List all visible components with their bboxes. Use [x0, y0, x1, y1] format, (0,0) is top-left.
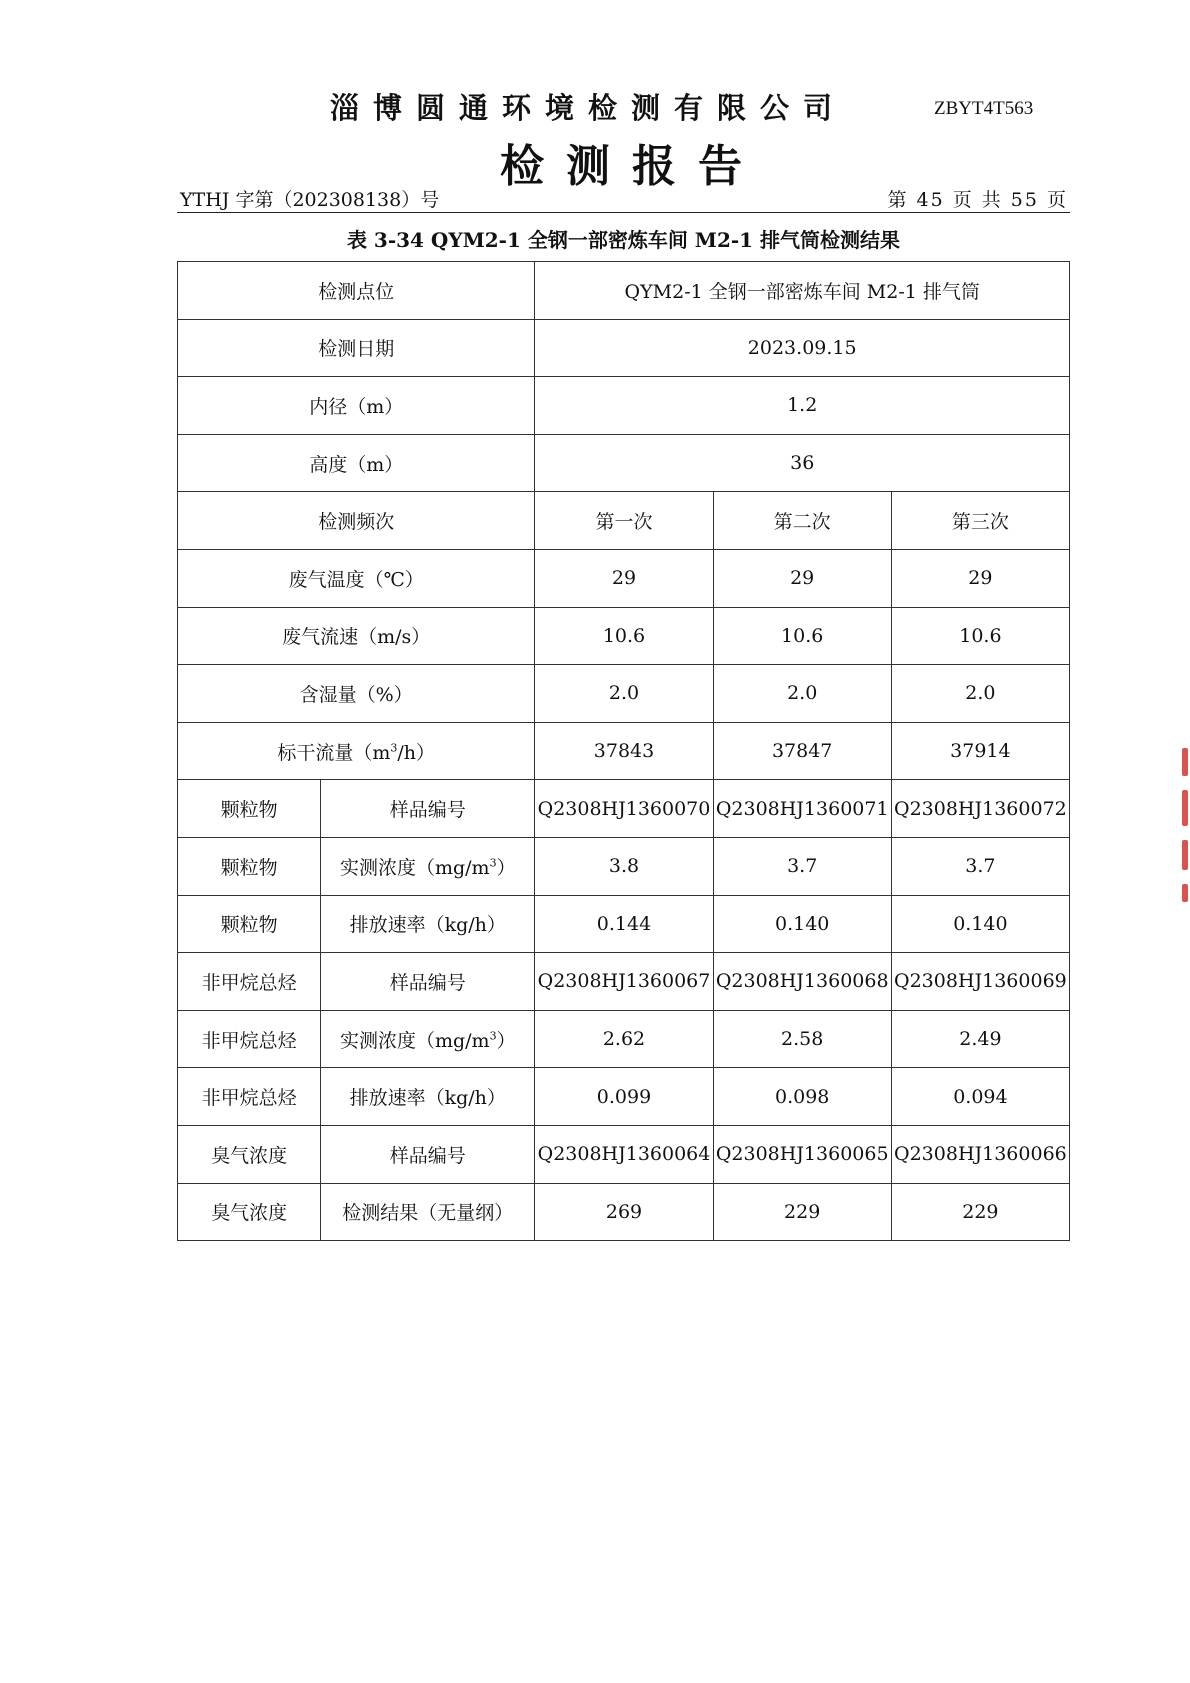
row-value: QYM2-1 全钢一部密炼车间 M2-1 排气筒: [535, 262, 1070, 320]
table-row: [178, 607, 1070, 665]
company-name: 淄博圆通环境检测有限公司: [330, 91, 847, 125]
document-number: YTHJ 字第（202308138）号: [180, 189, 440, 211]
table-row: [178, 377, 1070, 435]
pollutant-name: 非甲烷总烃: [178, 953, 321, 1011]
cell-value: 37914: [891, 722, 1069, 780]
item-name: 检测结果（无量纲）: [321, 1183, 535, 1241]
results-table: [177, 261, 1070, 1241]
item-name: 样品编号: [321, 780, 535, 838]
item-text: 实测浓度（mg/m: [339, 856, 490, 879]
table-row: [178, 492, 1070, 550]
run-header: 第一次: [535, 492, 713, 550]
cell-value: 3.8: [535, 837, 713, 895]
cell-value: 3.7: [891, 837, 1069, 895]
cell-value: 29: [891, 549, 1069, 607]
table-row: [178, 665, 1070, 723]
pollutant-name: 颗粒物: [178, 837, 321, 895]
cell-value: 0.144: [535, 895, 713, 953]
pollutant-name: 颗粒物: [178, 895, 321, 953]
table-row: [178, 1010, 1070, 1068]
cell-value: 10.6: [535, 607, 713, 665]
row-label: [178, 722, 535, 780]
document-code: ZBYT4T563: [934, 98, 1034, 119]
cell-value: 0.098: [713, 1068, 891, 1126]
cell-value: 229: [891, 1183, 1069, 1241]
item-text-end: ）: [496, 1029, 516, 1052]
seal-stamp-edge: [1182, 748, 1190, 933]
row-label: 内径（m）: [178, 377, 535, 435]
item-text-end: ）: [496, 856, 516, 879]
table-row: [178, 1125, 1070, 1183]
cell-value: 29: [535, 549, 713, 607]
cell-value: 2.0: [891, 665, 1069, 723]
item-superscript: 3: [489, 856, 497, 870]
cell-value: Q2308HJ1360071: [713, 780, 891, 838]
table-row: [178, 319, 1070, 377]
cell-value: Q2308HJ1360069: [891, 953, 1069, 1011]
row-label: 高度（m）: [178, 434, 535, 492]
label-text: 标干流量（m: [277, 741, 391, 764]
cell-value: Q2308HJ1360066: [891, 1125, 1069, 1183]
page-info: 第 45 页 共 55 页: [887, 189, 1068, 211]
table-row: [178, 434, 1070, 492]
cell-value: 229: [713, 1183, 891, 1241]
cell-value: 2.0: [535, 665, 713, 723]
table-row: [178, 895, 1070, 953]
cell-value: 3.7: [713, 837, 891, 895]
cell-value: 2.62: [535, 1010, 713, 1068]
cell-value: 0.140: [713, 895, 891, 953]
row-label: 检测点位: [178, 262, 535, 320]
cell-value: Q2308HJ1360070: [535, 780, 713, 838]
item-superscript: 3: [489, 1029, 497, 1043]
cell-value: Q2308HJ1360067: [535, 953, 713, 1011]
table-row: [178, 953, 1070, 1011]
row-value: 36: [535, 434, 1070, 492]
table-row: [178, 1068, 1070, 1126]
row-label: 废气温度（℃）: [178, 549, 535, 607]
cell-value: 0.099: [535, 1068, 713, 1126]
row-value: 2023.09.15: [535, 319, 1070, 377]
pollutant-name: 臭气浓度: [178, 1183, 321, 1241]
seal-mark: [1182, 884, 1188, 902]
run-header: 第三次: [891, 492, 1069, 550]
seal-mark: [1182, 790, 1188, 826]
label-superscript: 3: [390, 741, 398, 755]
item-name: 排放速率（kg/h）: [321, 895, 535, 953]
seal-mark: [1182, 748, 1188, 776]
pollutant-name: 非甲烷总烃: [178, 1068, 321, 1126]
cell-value: Q2308HJ1360064: [535, 1125, 713, 1183]
row-label: 检测频次: [178, 492, 535, 550]
table-row: [178, 549, 1070, 607]
cell-value: 2.58: [713, 1010, 891, 1068]
seal-mark: [1182, 840, 1188, 870]
cell-value: Q2308HJ1360072: [891, 780, 1069, 838]
item-name: [321, 1010, 535, 1068]
row-label: 检测日期: [178, 319, 535, 377]
item-name: [321, 837, 535, 895]
cell-value: Q2308HJ1360068: [713, 953, 891, 1011]
cell-value: 0.140: [891, 895, 1069, 953]
cell-value: 37843: [535, 722, 713, 780]
pollutant-name: 臭气浓度: [178, 1125, 321, 1183]
table-row: [178, 722, 1070, 780]
table-row: [178, 262, 1070, 320]
label-text-end: /h）: [397, 741, 436, 764]
cell-value: 37847: [713, 722, 891, 780]
row-value: 1.2: [535, 377, 1070, 435]
cell-value: 2.0: [713, 665, 891, 723]
table-row: [178, 1183, 1070, 1241]
header-rule: [177, 212, 1070, 213]
table-caption: 表 3-34 QYM2-1 全钢一部密炼车间 M2-1 排气筒检测结果: [346, 228, 901, 252]
run-header: 第二次: [713, 492, 891, 550]
item-text: 实测浓度（mg/m: [339, 1029, 490, 1052]
pollutant-name: 颗粒物: [178, 780, 321, 838]
item-name: 样品编号: [321, 953, 535, 1011]
cell-value: 10.6: [713, 607, 891, 665]
row-label: 废气流速（m/s）: [178, 607, 535, 665]
row-label: 含湿量（%）: [178, 665, 535, 723]
cell-value: 10.6: [891, 607, 1069, 665]
cell-value: 29: [713, 549, 891, 607]
table-row: [178, 780, 1070, 838]
item-name: 排放速率（kg/h）: [321, 1068, 535, 1126]
table-row: [178, 837, 1070, 895]
item-name: 样品编号: [321, 1125, 535, 1183]
report-title: 检测报告: [500, 141, 764, 192]
cell-value: 0.094: [891, 1068, 1069, 1126]
cell-value: Q2308HJ1360065: [713, 1125, 891, 1183]
pollutant-name: 非甲烷总烃: [178, 1010, 321, 1068]
cell-value: 2.49: [891, 1010, 1069, 1068]
cell-value: 269: [535, 1183, 713, 1241]
